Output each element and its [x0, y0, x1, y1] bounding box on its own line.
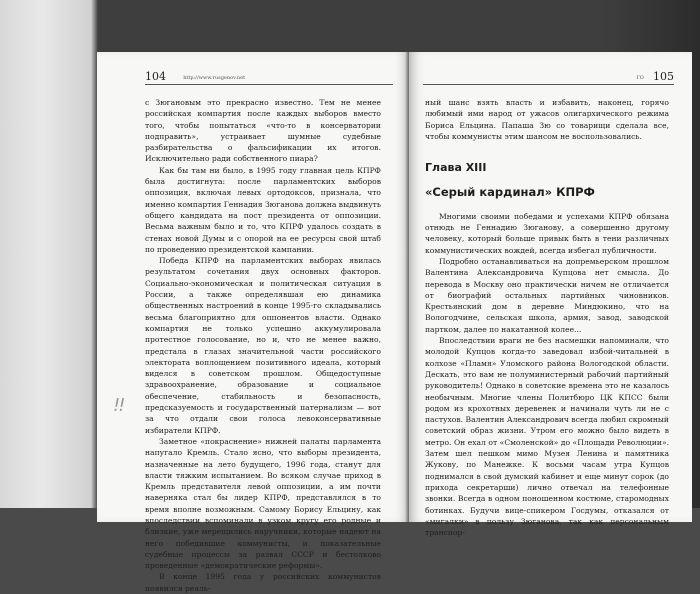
- header-brand: ГО: [636, 74, 644, 81]
- paragraph: Подробно останавливаться на допремьерском прошлом Валентина Александровича Купцова нет смысла. До перевода в Москву оно практически ничем не отличается от биографий остальных партийных чиновников. Крестьянский дом в деревне Миндюкино, что на Вологодчине, сельская школа, армия, завод, заводской партком, далее по накатанной колее...: [425, 256, 669, 334]
- paragraph: Впоследствии враги не без насмешки напоминали, что молодой Купцов когда-то заведовал избой-читальней в колхозе «Пламя» Уломского района Вологодской области. Дескать, это вам не полуминистерный рабочий партийный руководитель! Однако в советские времена это не казалось необычным. Многие члены Политбюро ЦК КПСС были родом из крохотных деревенек и начинали чуть ли не с пастухов. Валентин Александрович всегда любил скромный советский образ жизни. Утром его можно было видеть в метро. Он ехал от «Смоленской» до «Площади Революции». Затем шел пешком мимо Музея Ленина и памятника Жукову, по Манежке. К восьми часам утра Купцов поднимался в свой думский кабинет и еще минут сорок (до прихода секретарши) лично отвечал на телефонные звонки. Всегда в одном поношенном костюме, старомодных ботинках. Будучи вице-спикером Госдумы, отказался от «мигалки» в пользу Зюганова, так как персональным транспор-: [425, 336, 669, 538]
- left-page: [97, 52, 409, 593]
- paragraph: Заметное «покраснение» нижней палаты парламента напугало Кремль. Стало ясно, что выборы президента, назначенные на лето будущего, 1996 года, станут для власти тяжким испытанием. Во всяком случае приход в Кремль представителя левой оппозиции, а им почти наверняка стал бы лидер КПРФ, представлялся в то время вполне возможным. Самому Борису Ельцину, как впоследствии вспоминали в узком кругу его родные и близкие, уже мерещились наручники, которые надеют на него победившие коммунисты, и показательные судебные процессы за развал СССР и бестолково проведенные «демократические реформы».: [145, 436, 381, 571]
- right-page-text: [425, 97, 669, 538]
- paragraph: Победа КПРФ на парламентских выборах явилась результатом сочетания двух основных факторов. Социально-экономическая и политическая ситуация в России, а также определявшая ею динамика общественных настроений в конце 1995-го складывались весьма благоприятно для оппонентов власти. Однако компартия не только успешно аккумулировала протестное голосование, но и, что не менее важно, предстала в глазах значительной части российского электората воплощением позитивного идеала, который виделся в советском прошлом. Общедоступные здравоохранение, образование и социальное обеспечение, стабильность и безопасность, предсказуемость и государственный патернализм — вот за что отдали свои голоса левоконсервативные избиратели КПРФ.: [145, 256, 381, 435]
- handwritten-margin-note: !!: [113, 395, 124, 416]
- right-page: [409, 52, 692, 538]
- left-page-number: 104: [145, 70, 166, 83]
- paragraph: с Зюгановым это прекрасно известно. Тем не менее российская компартия после каждых выборов вместо того, чтобы попытаться «что-то в консерватории подправить», устраивает шумные судебные разбирательства о фальсификации их итогов. Исключительно ради собственного пиара?: [145, 98, 381, 164]
- paragraph: В конце 1995 года у российских коммунистов появился реаль-: [145, 572, 381, 593]
- paragraph: ный шанс взять власть и избавить, наконец, горячо любимый ими народ от ужасов олигархического режима Бориса Ельцина. Папаша Зю со товарищи сделала все, чтобы коммунисты этим шансом не воспользовались.: [425, 98, 669, 141]
- left-page-text: [145, 97, 381, 594]
- right-page-number: 105: [653, 70, 674, 83]
- header-rule: [423, 84, 674, 85]
- left-page-header: [145, 70, 391, 83]
- chapter-title: «Серый кардинал» КПРФ: [425, 185, 595, 200]
- paragraph: Многими своими победами и успехами КПРФ обязана отнюдь не Геннадию Зюганову, а совершенно другому человеку, который больше привык быть в тени различных коммунистических вождей, всегда избегал публичности.: [425, 211, 669, 255]
- right-page-header: [427, 70, 674, 83]
- header-url: http://www.rusgenov.net: [183, 74, 246, 81]
- paragraph: Как бы там ни было, в 1995 году главная цель КПРФ была достигнута: после парламентских выборов оппозиция, включая левых ортодоксов, признала, что именно компартия Геннадия Зюганова должна выдвинуть общего кандидата на пост президента от оппозиции. Весьма важным было и то, что КПРФ удалось создать в стенах новой Думы и с опорой на ее ресурсы свой штаб по проведению президентской кампании.: [145, 165, 381, 254]
- chapter-label: Глава XIII: [425, 161, 487, 175]
- header-rule: [145, 84, 393, 85]
